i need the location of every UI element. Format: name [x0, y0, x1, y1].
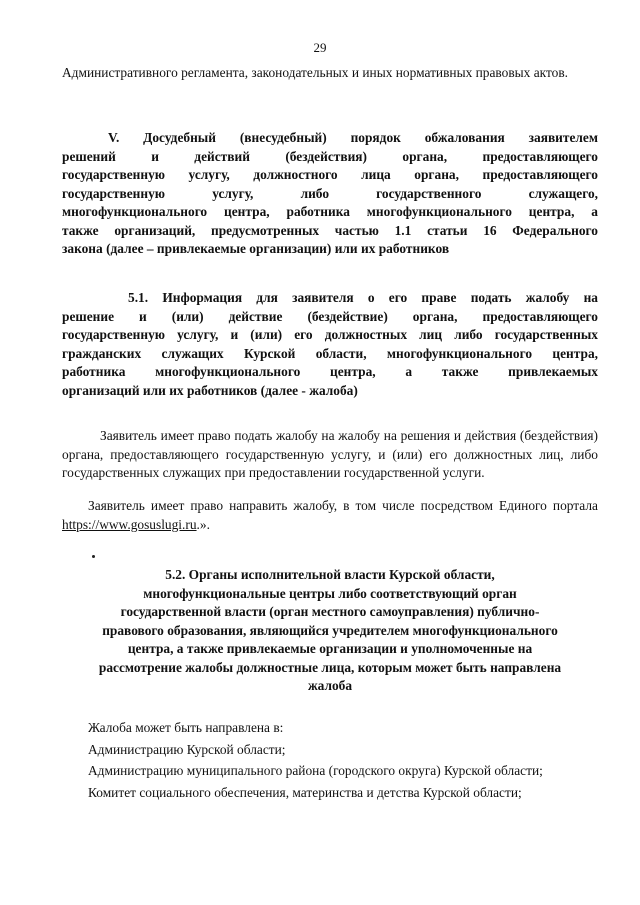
section-v-line: решений и действий (бездействия) органа, предоставляющего [62, 148, 598, 164]
page-number: 29 [313, 40, 327, 55]
section-v-line: закона (далее – привлекаемые организации) или их работников [62, 241, 450, 256]
section-v-line: государственную услугу, должностного лица органа, предоставляющего [62, 167, 598, 182]
section-5-1-paragraph-2 [62, 497, 598, 534]
section-v-heading [62, 129, 598, 259]
section-5-1-line: организаций или их работников (далее - жалоба) [62, 382, 358, 398]
complaint-list-item: Комитет социального обеспечения, материнства и детства Курской области; [88, 784, 522, 800]
section-v-line: также организаций, предусмотренных частью 1.1 статьи 16 Федерального [62, 222, 598, 238]
section-5-2-line: жалоба [307, 678, 353, 693]
section-5-1-heading [62, 289, 598, 400]
stray-dot [92, 555, 95, 558]
section-5-2-heading [62, 566, 598, 696]
section-5-2-line: многофункциональные центры либо соответствующий орган [143, 585, 517, 601]
section-5-2-line: правового образования, являющийся учредителем многофункционального [102, 622, 558, 638]
complaint-list-intro: Жалоба может быть направлена в: [88, 720, 284, 735]
section-5-2-line: рассмотрение жалобы должностные лица, которым может быть направлена [98, 659, 562, 675]
section-5-1-paragraph-1: Заявитель имеет право подать жалобу на жалобу на решения и действия (бездействия) органа, предоставляющего государственную услугу, и (или) его должностных лиц, либо государственных служащих при предоставлении государственной услуги. [62, 428, 598, 480]
intro-paragraph: Административного регламента, законодательных и иных нормативных правовых актов. [62, 65, 569, 80]
section-5-2-line: государственной власти (орган местного самоуправления) публично- [120, 604, 540, 619]
section-5-2-line: центра, а также привлекаемые организации и уполномоченные на [127, 641, 533, 656]
section-v-line: государственную услугу, либо государственного служащего, [62, 185, 598, 201]
paragraph-2-tail: .». [196, 516, 210, 532]
section-5-1-line: государственную услугу, и (или) его должностных лиц либо государственных [62, 327, 598, 342]
complaint-list-item: Администрацию муниципального района (городского округа) Курской области; [88, 763, 543, 778]
section-5-2-line: 5.2. Органы исполнительной власти Курской области, [165, 567, 495, 582]
complaint-list [62, 719, 598, 802]
paragraph-2-text: Заявитель имеет право направить жалобу, в том числе посредством Единого портала [88, 498, 598, 513]
gosuslugi-link[interactable]: https://www.gosuslugi.ru [62, 516, 197, 532]
section-5-1-line: 5.1. Информация для заявителя о его праве подать жалобу на [128, 290, 598, 305]
section-5-1-line: решение и (или) действие (бездействие) органа, предоставляющего [62, 308, 598, 324]
section-v-line: многофункционального центра, работника многофункционального центра, а [62, 204, 598, 219]
section-v-line: V. Досудебный (внесудебный) порядок обжалования заявителем [108, 130, 598, 145]
complaint-list-item: Администрацию Курской области; [88, 741, 286, 757]
section-5-1-line: гражданских служащих Курской области, многофункционального центра, [62, 345, 598, 361]
section-5-1-line: работника многофункционального центра, а также привлекаемых [62, 364, 598, 379]
